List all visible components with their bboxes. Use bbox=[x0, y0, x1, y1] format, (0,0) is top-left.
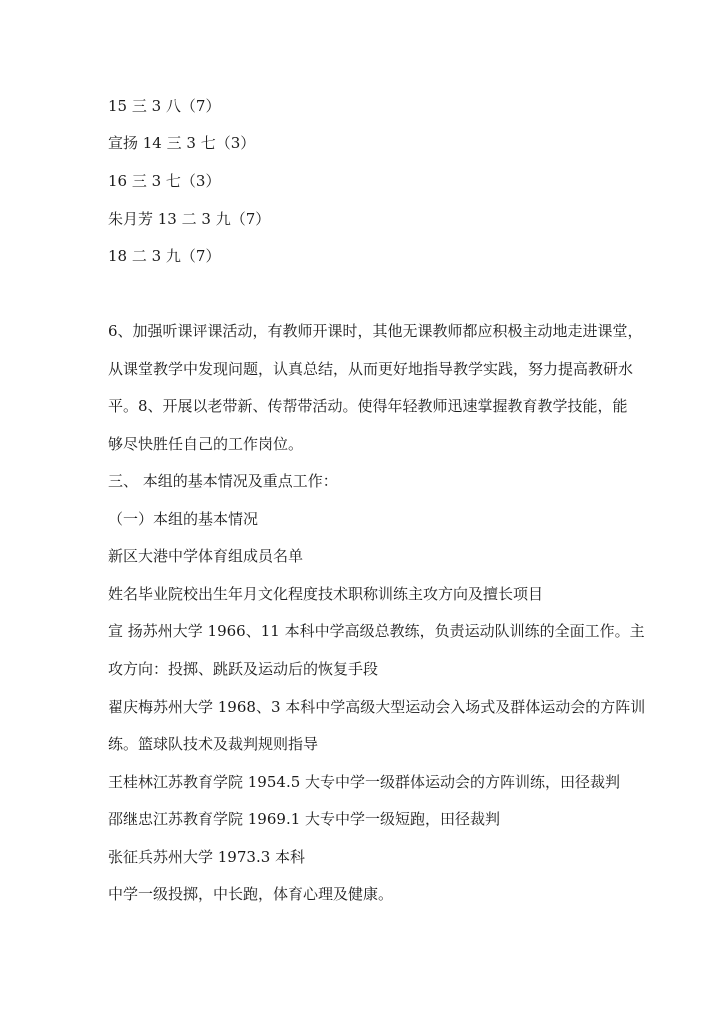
member-line: 攻方向：投掷、跳跃及运动后的恢复手段 bbox=[108, 660, 379, 678]
member-line: 翟庆梅苏州大学 1968、3 本科中学高级大型运动会入场式及群体运动会的方阵训 bbox=[108, 698, 646, 716]
schedule-line: 16 三 3 七（3） bbox=[108, 172, 221, 190]
paragraph-6-line: 平。8、开展以老带新、传帮带活动。使得年轻教师迅速掌握教育教学技能，能 bbox=[108, 397, 628, 415]
paragraph-6-line: 从课堂教学中发现问题，认真总结，从而更好地指导教学实践，努力提高教研水 bbox=[108, 360, 634, 378]
roster-title: 新区大港中学体育组成员名单 bbox=[108, 547, 304, 565]
subsection-1-heading: （一）本组的基本情况 bbox=[108, 510, 259, 528]
member-line: 邵继忠江苏教育学院 1969.1 大专中学一级短跑，田径裁判 bbox=[108, 810, 501, 828]
member-line: 练。篮球队技术及裁判规则指导 bbox=[108, 735, 319, 753]
member-line: 张征兵苏州大学 1973.3 本科 bbox=[108, 848, 306, 866]
member-line: 中学一级投掷，中长跑，体育心理及健康。 bbox=[108, 885, 394, 903]
schedule-line: 宣扬 14 三 3 七（3） bbox=[108, 134, 256, 152]
schedule-line: 15 三 3 八（7） bbox=[108, 97, 221, 115]
roster-header: 姓名毕业院校出生年月文化程度技术职称训练主攻方向及擅长项目 bbox=[108, 585, 544, 603]
member-line: 王桂林江苏教育学院 1954.5 大专中学一级群体运动会的方阵训练，田径裁判 bbox=[108, 773, 621, 791]
schedule-line: 朱月芳 13 二 3 九（7） bbox=[108, 210, 271, 228]
schedule-line: 18 二 3 九（7） bbox=[108, 247, 221, 265]
member-line: 宣 扬苏州大学 1966、11 本科中学高级总教练，负责运动队训练的全面工作。主 bbox=[108, 622, 645, 640]
paragraph-6-line: 6、加强听课评课活动，有教师开课时，其他无课教师都应积极主动地走进课堂， bbox=[108, 322, 643, 340]
paragraph-6-line: 够尽快胜任自己的工作岗位。 bbox=[108, 435, 304, 453]
section-3-heading: 三、 本组的基本情况及重点工作： bbox=[108, 472, 338, 490]
